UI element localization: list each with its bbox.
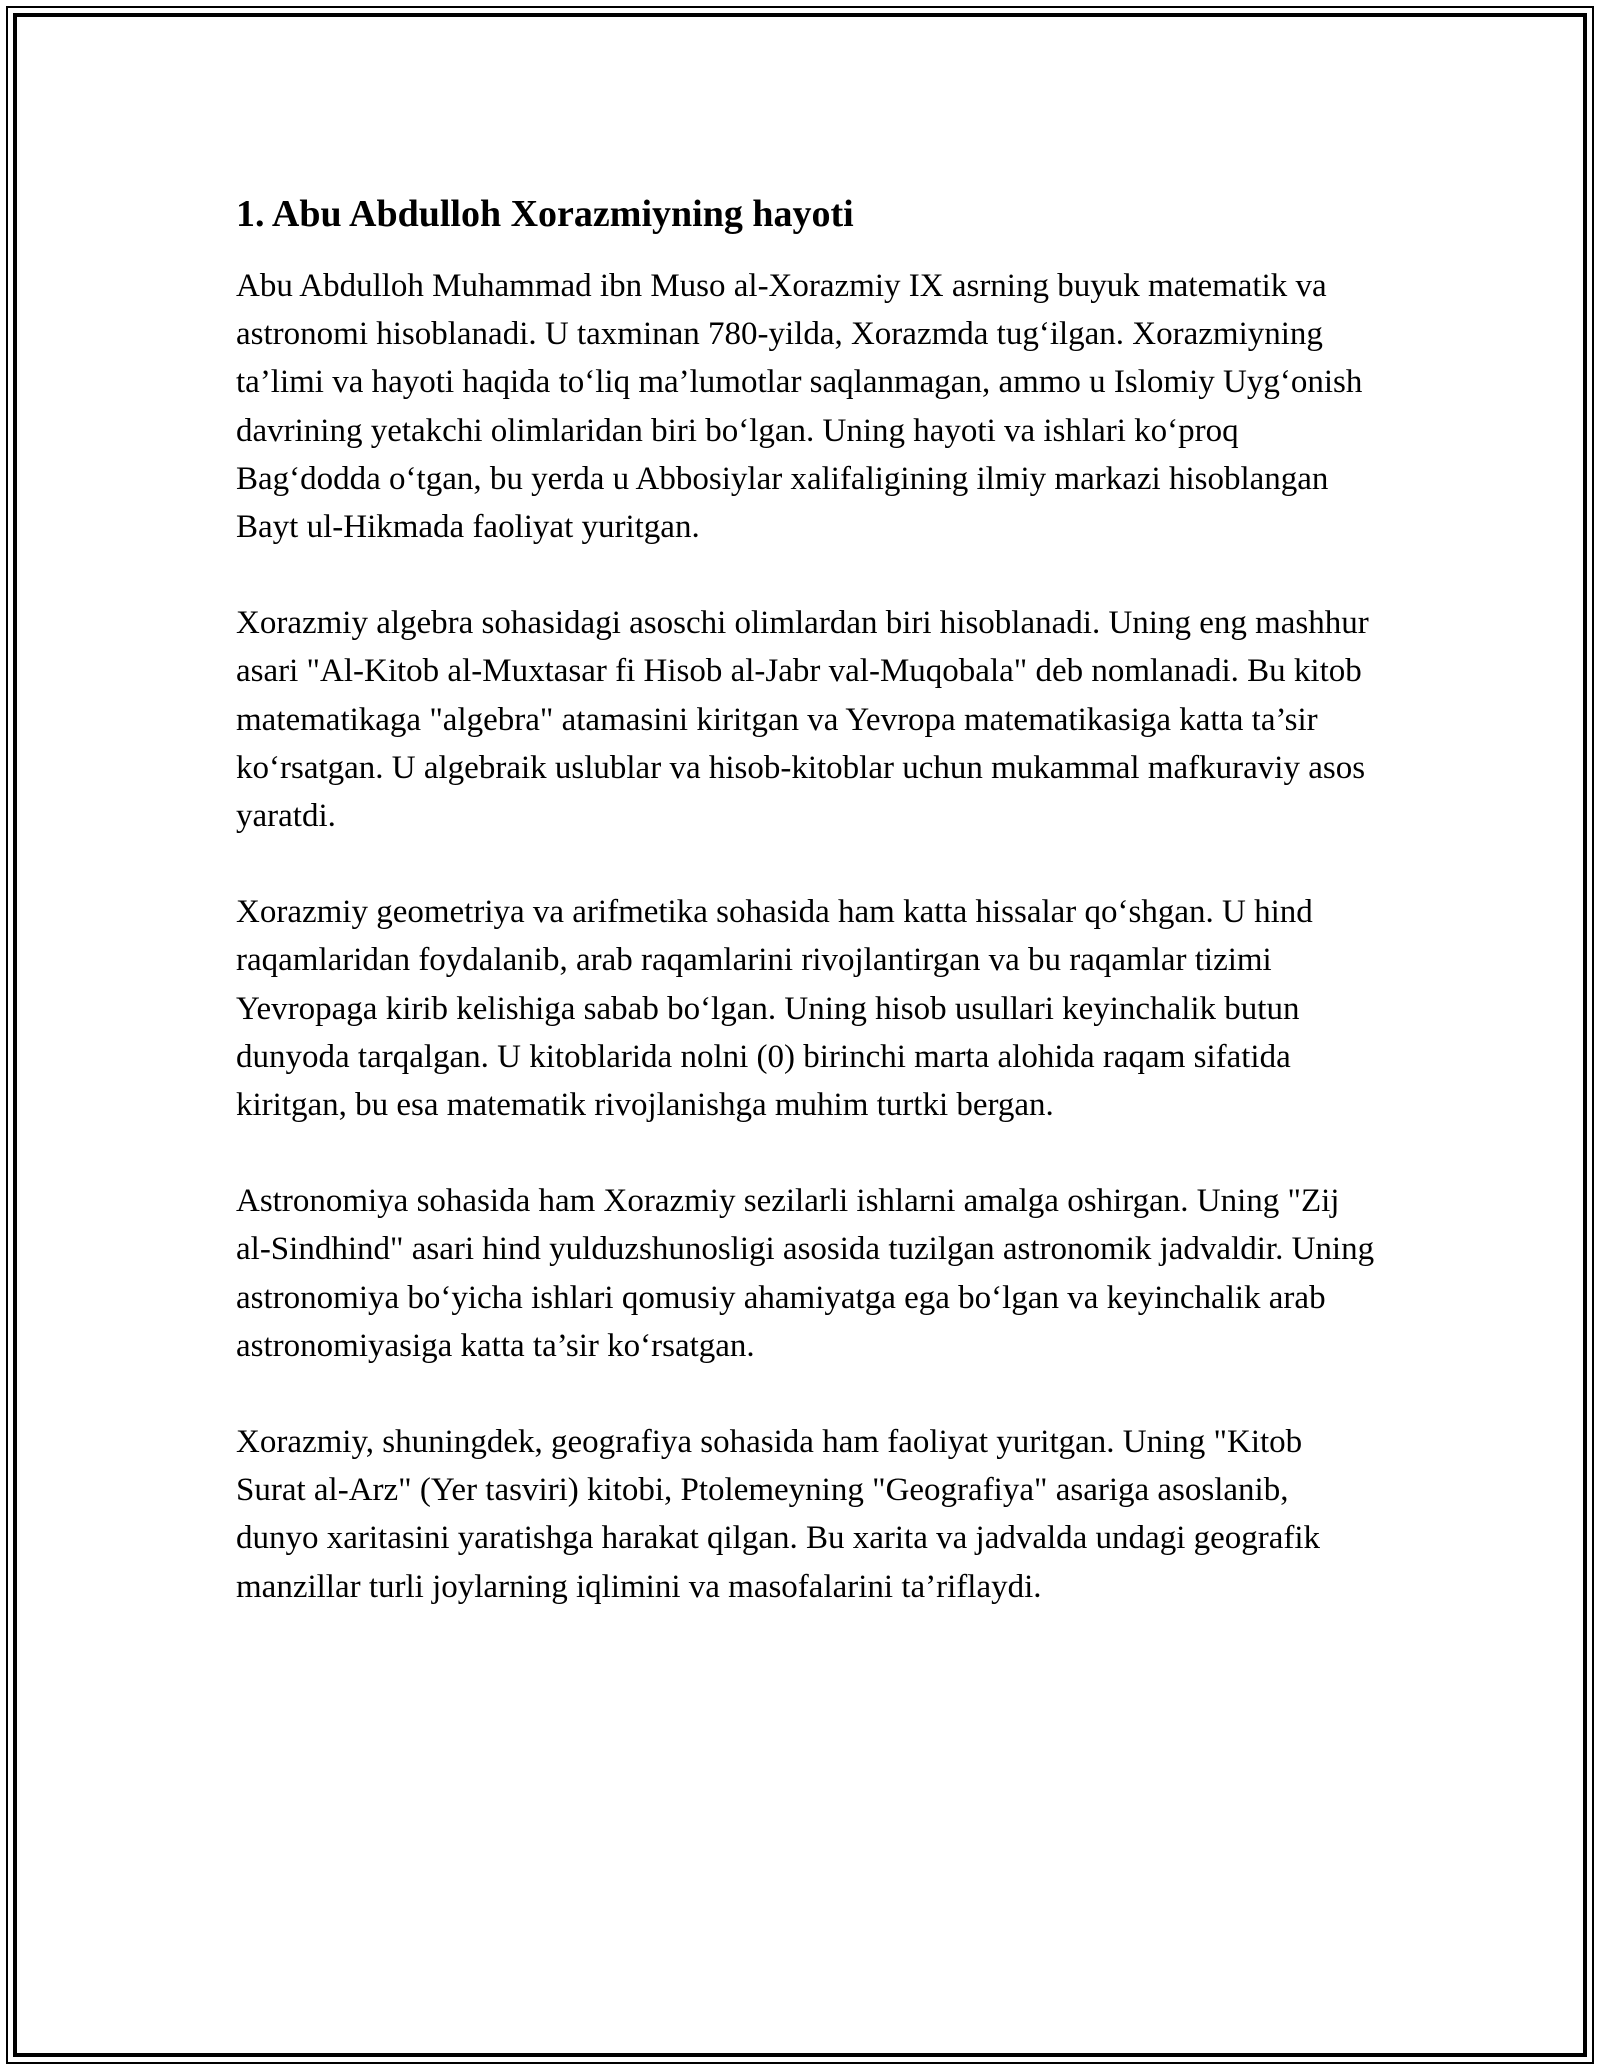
paragraph-geography: Xorazmiy, shuningdek, geografiya sohasida ham faoliyat yuritgan. Uning "Kitob Surat al-Arz" (Yer tasviri) kitobi, Ptolemeyning "Geografiya" asariga asoslanib, dunyo xaritasini yaratishga harakat qilgan. Bu xarita va jadvalda undagi geografik manzillar turli joylarning iqlimini va masofalarini ta’riflaydi. xyxy=(236,1424,1321,1605)
section-heading: 1. Abu Abdulloh Xorazmiyning hayoti xyxy=(236,193,854,235)
paragraph-arithmetic: Xorazmiy geometriya va arifmetika sohasida ham katta hissalar qo‘shgan. U hind raqamlaridan foydalanib, arab raqamlarini rivojlantirgan va bu raqamlar tizimi Yevropaga kirib kelishiga sabab bo‘lgan. Uning hisob usullari keyinchalik butun dunyoda tarqalgan. U kitoblarida nolni (0) birinchi marta alohida raqam sifatida kiritgan, bu esa matematik rivojlanishga muhim turtki bergan. xyxy=(236,894,1313,1124)
paragraph-astronomy: Astronomiya sohasida ham Xorazmiy sezilarli ishlarni amalga oshirgan. Uning "Zij al-Sindhind" asari hind yulduzshunosligi asosida tuzilgan astronomik jadvaldir. Uning astronomiya bo‘yicha ishlari qomusiy ahamiyatga ega bo‘lgan va keyinchalik arab astronomiyasiga katta ta’sir ko‘rsatgan. xyxy=(236,1183,1375,1364)
paragraph-biography: Abu Abdulloh Muhammad ibn Muso al-Xorazmiy IX asrning buyuk matematik va astronomi hisoblanadi. U taxminan 780-yilda, Xorazmda tug‘ilgan. Xorazmiyning ta’limi va hayoti haqida to‘liq ma’lumotlar saqlanmagan, ammo u Islomiy Uyg‘onish davrining yetakchi olimlaridan biri bo‘lgan. Uning hayoti va ishlari ko‘proq Bag‘dodda o‘tgan, bu yerda u Abbosiylar xalifaligining ilmiy markazi hisoblangan Bayt ul-Hikmada faoliyat yuritgan. xyxy=(236,268,1363,546)
document-body xyxy=(236,188,1376,1611)
paragraph-algebra: Xorazmiy algebra sohasidagi asoschi olimlardan biri hisoblanadi. Uning eng mashhur asari "Al-Kitob al-Muxtasar fi Hisob al-Jabr val-Muqobala" deb nomlanadi. Bu kitob matematikaga "algebra" atamasini kiritgan va Yevropa matematikasiga katta ta’sir ko‘rsatgan. U algebraik uslublar va hisob-kitoblar uchun mukammal mafkuraviy asos yaratdi. xyxy=(236,605,1369,835)
